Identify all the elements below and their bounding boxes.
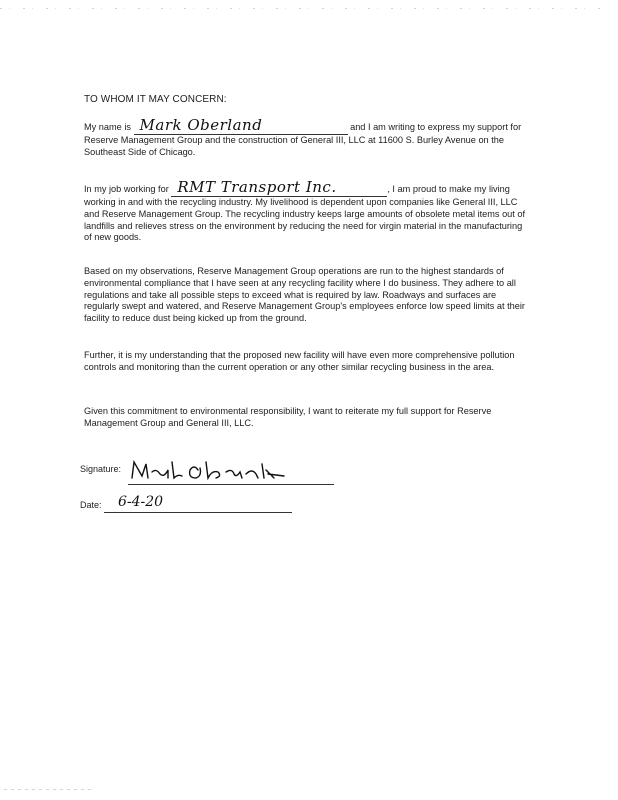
name-intro-text: My name is (84, 122, 134, 132)
handwritten-signature (128, 456, 308, 486)
paragraph-observations: Based on my observations, Reserve Management Group operations are run to the highest standards of environmental compliance that I have seen at any recycling facility where I do business. They adhere to all regulations and take all possible steps to exceed what is required by law. Roadways and surfaces are regularly swept and watered, and Reserve Management Group's employees enforce low speed limits at their facility to reduce dust being kicked up from the ground. (84, 266, 525, 324)
name-field (134, 118, 348, 135)
handwritten-date: 6-4-20 (118, 494, 164, 510)
paragraph-name (84, 118, 530, 159)
salutation: TO WHOM IT MAY CONCERN: (84, 94, 227, 105)
employer-field (171, 180, 387, 197)
signature-line (128, 484, 334, 485)
date-label: Date: (80, 500, 102, 510)
employer-trailing-text: , I am proud to make my living working in and with the recycling industry. My livelihood is dependent upon companies like General III, LLC and Reserve Management Group. The recycling industry keeps large amounts of obsolete metal items out of landfills and relieves stress on the environment by reducing the need for virgin material in the manufacturing of new goods. (84, 184, 526, 243)
paragraph-understanding: Further, it is my understanding that the proposed new facility will have even more comprehensive pollution controls and monitoring than the current operation or any other similar recycling business in the area. (84, 350, 515, 372)
name-trailing-text: and I am writing to express my support for Reserve Management Group and the construction of General III, LLC at 11600 S. Burley Avenue on the Southeast Side of Chicago. (84, 122, 522, 157)
paragraph-commitment: Given this commitment to environmental responsibility, I want to reiterate my full support for Reserve Management Group and General III, LLC. (84, 406, 492, 428)
handwritten-name: Mark Oberland (139, 116, 263, 134)
signature-label: Signature: (80, 464, 122, 474)
date-line (104, 512, 292, 513)
scan-noise-top (0, 8, 600, 9)
handwritten-employer: RMT Transport Inc. (177, 178, 337, 196)
employer-intro-text: In my job working for (84, 184, 172, 194)
paragraph-employer (84, 180, 530, 244)
scan-noise-bottom (4, 789, 94, 790)
